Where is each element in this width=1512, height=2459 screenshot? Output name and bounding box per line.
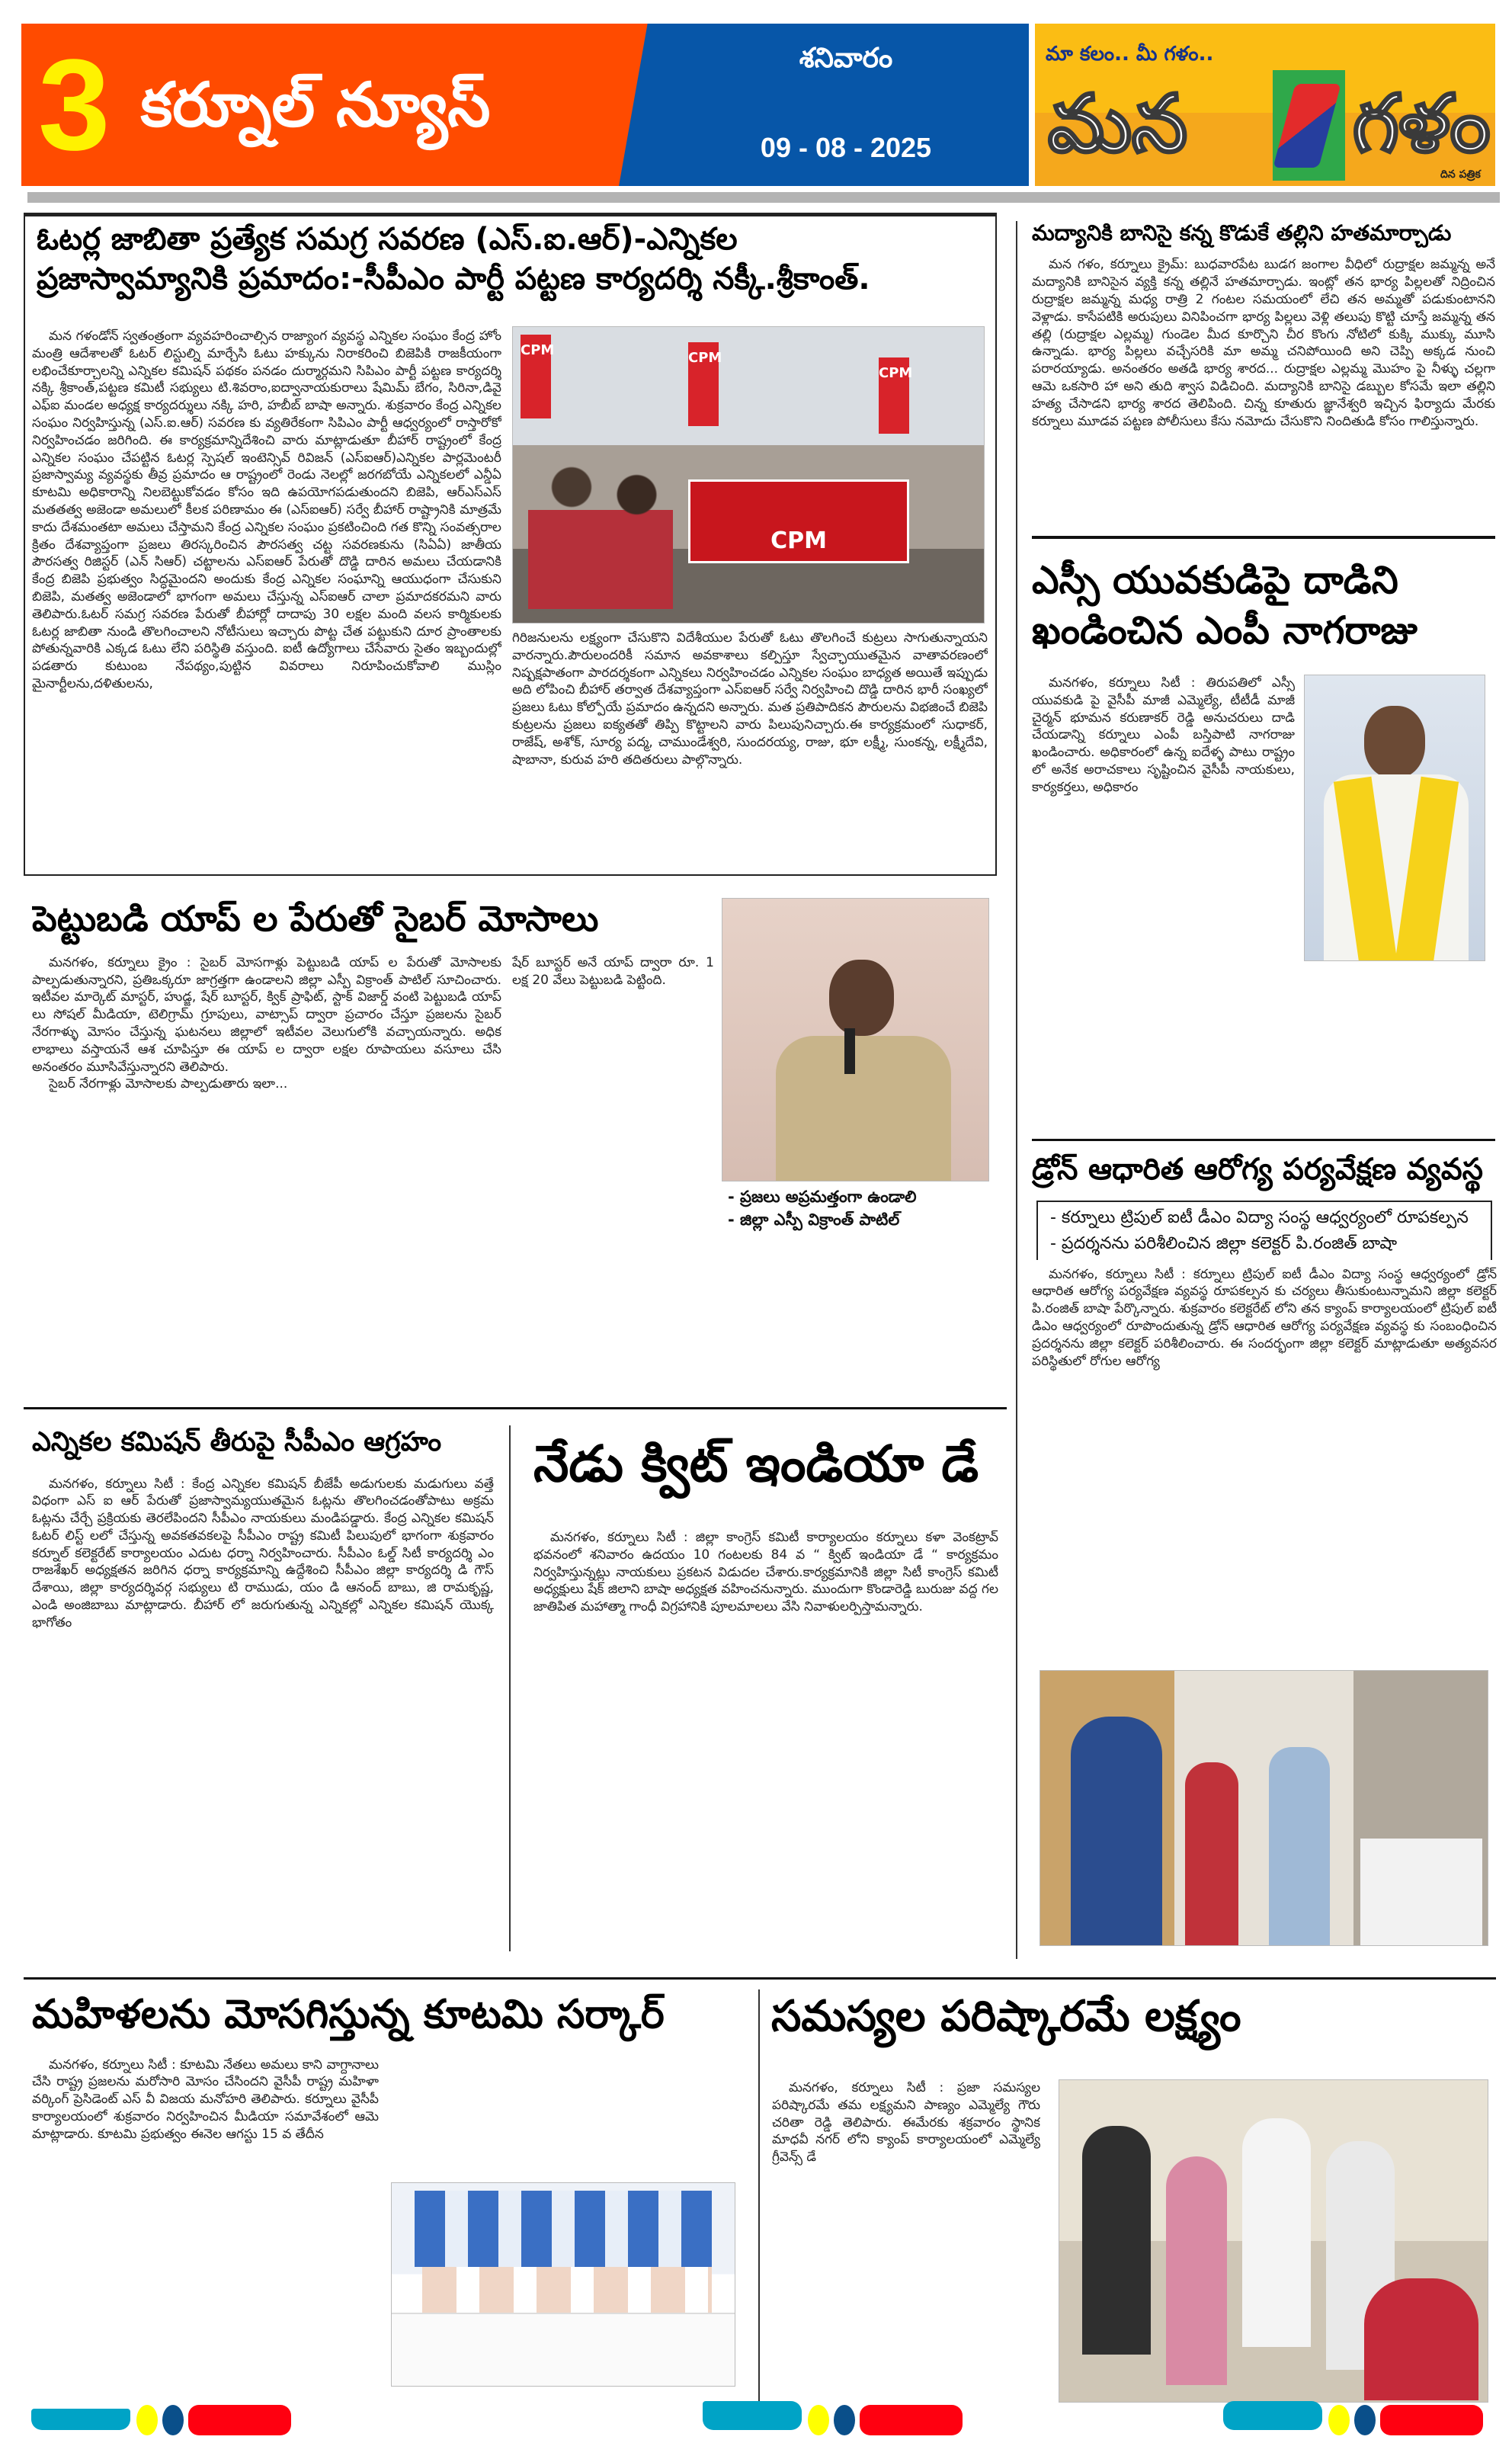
cpm-flag: CPM: [688, 342, 719, 426]
header-date-group: [686, 42, 1006, 164]
speakers-row: [422, 2267, 712, 2313]
attendee-figure: [1166, 2156, 1227, 2385]
protesters: [528, 457, 673, 609]
article-quit-india-headline: నేడు క్విట్ ఇండియా డే: [533, 1435, 979, 1493]
article-drone-headline: డ్రోన్ ఆధారిత ఆరోగ్య పర్యవేక్షణ వ్యవస్థ: [1032, 1153, 1484, 1187]
police-uniform: [776, 1036, 951, 1181]
article-ec: [32, 1425, 494, 1954]
article-ec-headline: ఎన్నికల కమిషన్ తీరుపై సీపీఎం ఆగ్రహం: [32, 1427, 442, 1457]
article-women-body: మనగళం, కర్నూలు సిటీ : కూటమి నేతలు అమలు కాని వాగ్దానాలు చేసి రాష్ట్ర ప్రజలను మరోసారి మోసం చేసిందని వైసీపీ రాష్ట్ర మహిళా వర్కింగ్ ప్రెసిడెంట్ ఎస్ వీ విజయ మనోహరి తెలిపారు. కర్నూలు వైసీపీ కార్యాలయంలో శుక్రవారం నిర్వహించిన మీడియా సమావేశంలో ఆమె మాట్లాడారు. కూటమి ప్రభుత్వం ఈనెల ఆగస్టు 15 వ తేదీన: [32, 2057, 379, 2142]
collector-figure: [1071, 1717, 1162, 1945]
article-nagaraju-headline-2: ఖండించిన ఎంపీ నాగరాజు: [1032, 608, 1418, 652]
official-figure: [1269, 1747, 1330, 1945]
article-cyber-headline: పెట్టుబడి యాప్ ల పేరుతో సైబర్ మోసాలు: [32, 898, 599, 939]
article-sir-body-right: గిరిజనులను లక్ష్యంగా చేసుకొని విదేశీయుల పేరుతో ఓటు తొలగించే కుట్రలు సాగుతున్నాయని వారన్నారు.పౌరులందరికీ సమాన అవకాశాలు కల్పిస్తూ స్వేచ్ఛాయుతమైన వాతావరణంలో నిష్పక్షపాతంగా పారదర్శకంగా ఎన్నికలు నిర్వహించడం ఎన్నికల సంఘం బాధ్యత అయితే ఇప్పుడు అది లోపించి బీహార్ తర్వాత దేశవ్యాప్తంగా ఎస్ఐఆర్ సర్వే నిర్వహించి దొడ్డి దారిన భారీ సంఖ్యలో ప్రజలు ఓటు కోల్పోయే ప్రమాదం ఉన్నదని అన్నారు. మత ప్రతిపాదికన పౌరులను విభజించే బిజెపి కుట్రలను ప్రజలు ఐక్యతతో తిప్పి కొట్టాలని వారు పిలుపునిచ్చారు.ఈ కార్యక్రమంలో సుధాకర్, రాజేష్, అశోక్, సూర్య పద్మ, చాముండేశ్వరి, సుందరయ్య, రాజు, భూ లక్ష్మీ, సుంకన్న, లక్ష్మీదేవి, షాబానా, కురువ హరి తదితరులు పాల్గొన్నారు.: [512, 630, 988, 768]
attendee-figure: [1242, 2118, 1311, 2347]
press-table: [392, 2313, 735, 2387]
footer-decoration: [31, 2405, 294, 2435]
article-cyber-left-column: [32, 954, 501, 1384]
column-divider: [1016, 221, 1017, 1959]
logo-subtitle: దిన పత్రిక: [1440, 168, 1481, 181]
article-murder-body: మన గళం, కర్నూలు క్రైమ్: బుధవారపేట బుడగ జంగాల వీధిలో రుద్రాక్షల జమ్మన్న అనే మద్యానికి బానిసైన వ్యక్తి కన్న తల్లినే హతమార్చాడు. ఇంట్లో తన భార్య పిల్లలతో నిద్రించిన రుద్రాక్షల జమ్మన్న మధ్య రాత్రి 2 గంటల సమయంలో లేచి తన అమ్మతో పడుకుంటానని వెళ్లాడు. కాసేపటికి అరుపులు వినిపించగా భార్య పిల్లలు వెళ్లి తలుపు కొట్టి చూస్తే జమ్మన్న తన తల్లి (రుద్రాక్షల ఎల్లమ్మ) గుండెల మీద కూర్చొని చీర కొంగు నోటిలో కుక్కి ముక్కు మూసి ఉన్నాడు. భార్య పిల్లలు వచ్చేసరికి మా అమ్మ చనిపోయింది అని చెప్పి అక్కడ నుంచి పరారయ్యాడు. అనంతరం అతడి భార్య శారద... రుద్రాక్షల ఎల్లమ్మ మొహం పై నీళ్ళు చల్లగా ఆమె ఒకసారి హా అని తుది శ్వాస విడిచింది. మద్యానికి బానిసై డబ్బుల కోసమే ఇలా తల్లిని హత్య చేసాడని భార్య శారద తెలిపింది. చిన్న కూతురు జ్ఞానేశ్వరి ఇచ్చిన ఫిర్యాదు మేరకు కర్నూలు మూడవ పట్టణ పోలీసులు కేసు నమోదు చేసుకొని నిందితుడి కోసం గాలిస్తున్నారు.: [1032, 257, 1495, 429]
cyber-caption: - జిల్లా ఎస్పీ విక్రాంత్ పాటిల్: [728, 1210, 900, 1229]
page-number: 3: [38, 32, 111, 178]
cpm-banner: CPM: [688, 479, 909, 563]
article-women-headline: మహిళలను మోసగిస్తున్న కూటమి సర్కార్: [32, 1992, 665, 2037]
article-murder: [1032, 220, 1495, 528]
portrait-head: [829, 960, 894, 1036]
footer-decoration: [1223, 2405, 1486, 2435]
table-with-drone: [1360, 1839, 1482, 1945]
article-grievance-body: మనగళం, కర్నూలు సిటీ : ప్రజా సమస్యల పరిష్కారమే తమ లక్ష్యమని పాణ్యం ఎమ్మెల్యే గౌరు చరితా రెడ్డి తెలిపారు. ఈమేరకు శక్రవారం స్థానిక మాధవీ నగర్ లోని క్యాంప్ కార్యాలయంలో ఎమ్మెల్యే గ్రీవెన్స్ డే: [772, 2080, 1040, 2166]
article-drone-body: మనగళం, కర్నూలు సిటీ : కర్నూలు ట్రిపుల్ ఐటీ డీఎం విద్యా సంస్థ ఆధ్వర్యంలో డ్రోన్ ఆధారిత ఆరోగ్య పర్యవేక్షణ వ్యవస్థ రూపకల్పన కు చర్యలు తీసుకుంటున్నామని జిల్లా కలెక్టర్ పి.రంజిత్ బాషా పేర్కొన్నారు. శుక్రవారం కలెక్టరేట్ లోని తన క్యాంప్ కార్యాలయంలో ట్రిపుల్ ఐటీ డిఎం ఆధ్వర్యంలో రూపొందుతున్న డ్రోన్ ఆధారిత ఆరోగ్య పర్యవేక్షణ వ్యవస్థ కు సంబంధించిన ప్రదర్శనను జిల్లా కలెక్టర్ పరిశీలించారు. ఈ సందర్భంగా జిల్లా కలెక్టర్ మాట్లాడుతూ అత్యవసర పరిస్థితులో రోగుల ఆరోగ్య: [1032, 1266, 1497, 1369]
mla-grievance-day-photo: [1059, 2079, 1488, 2403]
drone-subhead: - కర్నూలు ట్రిపుల్ ఐటీ డీఎం విద్యా సంస్థ ఆధ్వర్యంలో రూపకల్పన: [1050, 1207, 1469, 1227]
article-nagaraju-body: మనగళం, కర్నూలు సిటీ : తిరుపతిలో ఎస్సీ యువకుడి పై వైసీపీ మాజీ ఎమ్మెల్యే, టీటీడీ మాజీ చైర్మన్ భూమన కరుణాకర్ రెడ్డి అనుచరులు దాడి చేయడాన్ని కర్నూలు ఎంపీ బస్తిపాటి నాగరాజు ఖండించారు. అధికారంలో ఉన్న ఐదేళ్ళ పాటు రాష్ట్రం లో అనేక అరాచకాలు సృష్టించిన వైసీపీ నాయకులు, కార్యకర్తలు, అధికారం: [1032, 675, 1295, 795]
cpm-rally-photo: [512, 326, 985, 624]
sp-vikrant-patil-photo: [722, 898, 989, 1181]
article-grievance-headline-wrap: [771, 1989, 1499, 2075]
section-rule: [24, 1977, 1496, 1980]
article-nagaraju-headline-1: ఎస్సీ యువకుడిపై దాడిని: [1032, 558, 1398, 602]
ysrcp-press-meet-photo: [391, 2182, 735, 2387]
mp-nagaraju-photo: [1304, 675, 1485, 961]
portrait-head: [1364, 706, 1425, 778]
article-grievance-headline: సమస్యల పరిష్కారమే లక్ష్యం: [771, 1992, 1241, 2041]
drone-demo-photo: [1040, 1670, 1488, 1946]
student-figure: [1185, 1762, 1238, 1945]
column-divider: [509, 1425, 511, 1951]
article-sir-headline-2: ప్రజాస్వామ్యానికి ప్రమాదం:-సీపీఎం పార్టీ పట్టణ కార్యదర్శి నక్కీ.శ్రీకాంత్.: [37, 261, 870, 297]
cyber-captions: [728, 1185, 1010, 1277]
article-cyber-subhead: సైబర్ నేరగాళ్లు మోసాలకు పాల్పడుతారు ఇలా...: [49, 1076, 288, 1092]
section-rule: [1032, 536, 1495, 539]
header-divider: [27, 192, 1500, 203]
cpm-flag: CPM: [521, 335, 551, 418]
footer-decoration: [703, 2405, 966, 2435]
article-cyber-columns: [32, 954, 714, 1384]
section-title: కర్నూల్ న్యూస్: [140, 69, 491, 140]
article-drone: [1032, 1151, 1497, 1658]
section-rule: [24, 1407, 1007, 1409]
header-title-group: [38, 30, 602, 179]
attendee-figure: [1082, 2126, 1151, 2355]
article-cyber-body-left: మనగళం, కర్నూలు క్రైం : సైబర్ మోసగాళ్లు పెట్టుబడి యాప్ ల పేరుతో మోసాలకు పాల్పడుతున్నారని, ప్రతిఒక్కరూ జాగ్రత్తగా ఉండాలని జిల్లా ఎస్పీ విక్రాంత్ పాటిల్ సూచించారు. ఇటీవల మార్కెట్ మాస్టర్, హుడ్జ, షేర్ బూస్టర్, క్విక్ ప్రాఫిట్, స్టాక్ విజార్డ్ వంటి పెట్టుబడి యాప్ లు సోషల్ మీడియా, టెలిగ్రామ్ గ్రూపులు, వాట్సాప్ ద్వారా ప్రచారం చేస్తూ ప్రజలను సైబర్ నేరగాళ్ళు మోసం చేస్తున్న ఘటనలు జిల్లాలో ఇటీవల వెలుగులోకి వచ్చాయన్నారు. అధిక లాభాలు వస్తాయనే ఆశ చూపిస్తూ ఈ యాప్ ల ద్వారా లక్షల రూపాయలు వసూలు చేసి అనంతరం మూసివేస్తున్నారని తెలిపారు.: [32, 954, 501, 1075]
column-divider: [758, 1989, 760, 2401]
logo-word-galam: గళం: [1353, 77, 1491, 170]
article-sir-body-left: మన గళండోన్ స్వతంత్రంగా వ్యవహరించాల్సిన రాజ్యాంగ వ్యవస్థ ఎన్నికల సంఘం కేంద్ర హోం మంత్రి ఆదేశాలతో ఓటర్ లిస్టుల్ని మార్చేసి ఓటు హక్కును నిరాకరించి బిజెపికి రాజకీయంగా లభించేకూర్చాలన్ని ఎన్నికల కమిషన్ పథకం పనడం దుర్మార్గమని సిపిఎం పార్టీ పట్టణ కార్యదర్శి నక్కి శ్రీకాంత్,పట్టణ కమిటీ సభ్యులు టి.శివరాం,ఐద్వానాయకురాలు షేమిమ్ బేగం, సిరినా,డివై ఎఫ్ఐ మండల అధ్యక్ష కార్యదర్శులు నక్కి హరి, హబీబ్ బాషా అన్నారు. శుక్రవారం కేంద్ర ఎన్నికల సంఘం నిర్వహిస్తున్న (ఎస్.ఐ.ఆర్) సవరణ కు వ్యతిరేకంగా సిపిఎం పార్టీ ఆధ్వర్యంలో రాస్తారోకో నిర్వహించడం జరిగింది. ఈ కార్యక్రమాన్నిదేశించి వారు మాట్లాడుతూ బీహార్ రాష్ట్రంలో కేంద్ర ఎన్నికల సంఘం చేపట్టిన ఓటర్ల స్పెషల్ ఇంటెన్సివ్ రివిజన్ (ఎస్ఐఆర్)ఎన్నికల పార్లమెంటరీ ప్రజాస్వామ్య వ్యవస్థకు తీవ్ర ప్రమాదం ఆ రాష్ట్రంలో రెండు నెలల్లో జరగబోయే ఎన్నికలలో ఎన్డీఏ కూటమి అధికారాన్ని నిలబెట్టుకోవడం కోసం ఇది ఉపయోగపడుతుందని బిజెపి, ఆర్ఎస్ఎస్ మతతత్వ అజెండా అమలులో కీలక పరిణామం ఈ (ఎస్ఐఆర్) సర్వే బీహార్ రాష్ట్రానికి మాత్రమే కాదు దేశమంతటా అమలు చేస్తామని కేంద్ర ఎన్నికల సంఘం ప్రకటించింది గత కొన్ని సంవత్సరాల క్రితం దేశవ్యాప్తంగా ప్రజలు తిరస్కరించిన పౌరసత్వ చట్ట సవరణకును (సిఏఏ) జాతీయ పౌరసత్వ రిజిస్టర్ (ఎన్ సిఆర్) చట్టాలను ఎస్ఐఆర్ పేరుతో దొడ్డి దారిన అమలు చేయడానికి కేంద్ర బిజెపి ప్రభుత్వం సిద్ధమైందని అందుకు కేంద్ర ఎన్నికల సంఘాన్ని ఆయుధంగా చేసుకుని బిజెపి, మతత్వ అజెండాలో భాగంగా అమలు చేస్తున్న ఎస్ఐఆర్ చాలా ప్రమాదకరమని వారు తెలిపారు.ఓటర్ సమగ్ర సవరణ పేరుతో బీహార్లో దాదాపు 30 లక్షల మంది వలస కార్మికులకు ఓటర్ల జాబితా నుండి తొలగించాలని నోటీసులు ఇచ్చారు పొట్ట చేత పట్టుకుని దూర ప్రాంతాలకు పోతున్నవారికి ఎక్కడ ఓటు లేని పరిస్థితి వస్తుంది. ఐటీ ఉద్యోగాలు చేసేవారు సైతం ఇబ్బందుల్లో పడతారు కుటుంబ నేపథ్యం,పుట్టిన వివరాలు నిరూపించుకోవాలి ముస్లిం మైనార్టీలను,దళితులను,: [32, 329, 501, 691]
article-quit-india-body: మనగళం, కర్నూలు సిటీ : జిల్లా కాంగ్రెస్ కమిటీ కార్యాలయం కర్నూలు కళా వెంకట్రావ్ భవనంలో శనివారం ఉదయం 10 గంటలకు 84 వ “ క్విట్ ఇండియా డే “ కార్యక్రమం నిర్వహిస్తున్నట్లు నాయకులు ప్రకటన విడుదల చేశారు.కార్యక్రమానికి జిల్లా సిటీ కాంగ్రెస్ కమిటీ అధ్యక్షులు షేక్ జిలాని బాషా అధ్యక్షత వహించనున్నారు. ముందుగా కొండారెడ్డి బురుజు వద్ద గల జాతిపిత మహాత్మా గాంధీ విగ్రహానికి పూలమాలలు వేసి నివాళులర్పిస్తామన్నారు.: [533, 1530, 998, 1615]
weekday: శనివారం: [799, 43, 893, 74]
cpm-flag: CPM: [879, 357, 909, 434]
article-cyber: [32, 896, 714, 1384]
article-murder-headline: మద్యానికి బానిసై కన్న కొడుకే తల్లిని హతమార్చాడు: [1032, 220, 1452, 245]
article-quit-india: [533, 1430, 1006, 1964]
article-drone-subheads: [1036, 1201, 1492, 1260]
article-sir-headline-1: ఓటర్ల జాబితా ప్రత్యేక సమగ్ర సవరణ (ఎస్.ఐ.ఆర్)-ఎన్నికల: [37, 222, 738, 257]
issue-date: 09 - 08 - 2025: [760, 131, 932, 163]
article-cyber-body-right: షేర్ బూస్టర్ అనే యాప్ ద్వారా రూ. 1 లక్ష 20 వేలు పెట్టుబడి పెట్టింది.: [512, 954, 714, 988]
microphone-icon: [844, 1028, 855, 1074]
party-backdrop: [415, 2191, 712, 2267]
logo-word-mana: మన: [1048, 77, 1188, 170]
article-sir-headline: [37, 220, 989, 323]
logo-tagline: మా కలం.. మీ గళం..: [1046, 43, 1214, 66]
drone-subhead: - ప్రదర్శనను పరిశీలించిన జిల్లా కలెక్టర్ పి.రంజిత్ బాషా: [1050, 1233, 1398, 1253]
section-rule: [1032, 1139, 1495, 1141]
article-nagaraju-headline: [1032, 555, 1497, 669]
mla-figure: [1364, 2278, 1478, 2400]
article-ec-body: మనగళం, కర్నూలు సిటీ : కేంద్ర ఎన్నికల కమిషన్ బీజేపీ అడుగులకు మడుగులు వత్తే విధంగా ఎస్ ఐ ఆర్ పేరుతో ప్రజాస్వామ్యయుతమైన ఓట్లను తొలగించడంతోపాటు అక్రమ ఓట్లను చేర్చే ప్రక్రియకు తెరలేపిందని సీపీఎం నాయకులు మండిపడ్డారు. కేంద్ర ఎన్నికల కమిషన్ ఓటర్ లిస్ట్ లలో చేస్తున్న అవకతవకలపై సీపీఎం రాష్ట్ర కమిటీ పిలుపులో భాగంగా శుక్రవారం కర్నూల్ కలెక్టరేట్ కార్యాలయం ఎదుట ధర్నా నిర్వహించారు. సీపీఎం ఓల్డ్ సిటీ కార్యదర్శి ఎం రాజశేఖర్ అధ్యక్షతన జరిగిన ధర్నా కార్యక్రమాన్ని ఉద్దేశించి సీపీఎం జిల్లా కార్యదర్శి డి గౌస్ దేశాయి, జిల్లా కార్యదర్శివర్గ సభ్యులు టి రాముడు, యం డి ఆనంద్ బాబు, జి రామకృష్ణ, ఎండి అంజిబాబు మాట్లాడారు. బీహార్ లో జరుగుతున్న ఎన్నికల్లో ఎన్నికల కమిషన్ యొక్క భాగోతం: [32, 1476, 494, 1630]
cyber-caption: - ప్రజలు అప్రమత్తంగా ఉండాలి: [728, 1188, 917, 1206]
